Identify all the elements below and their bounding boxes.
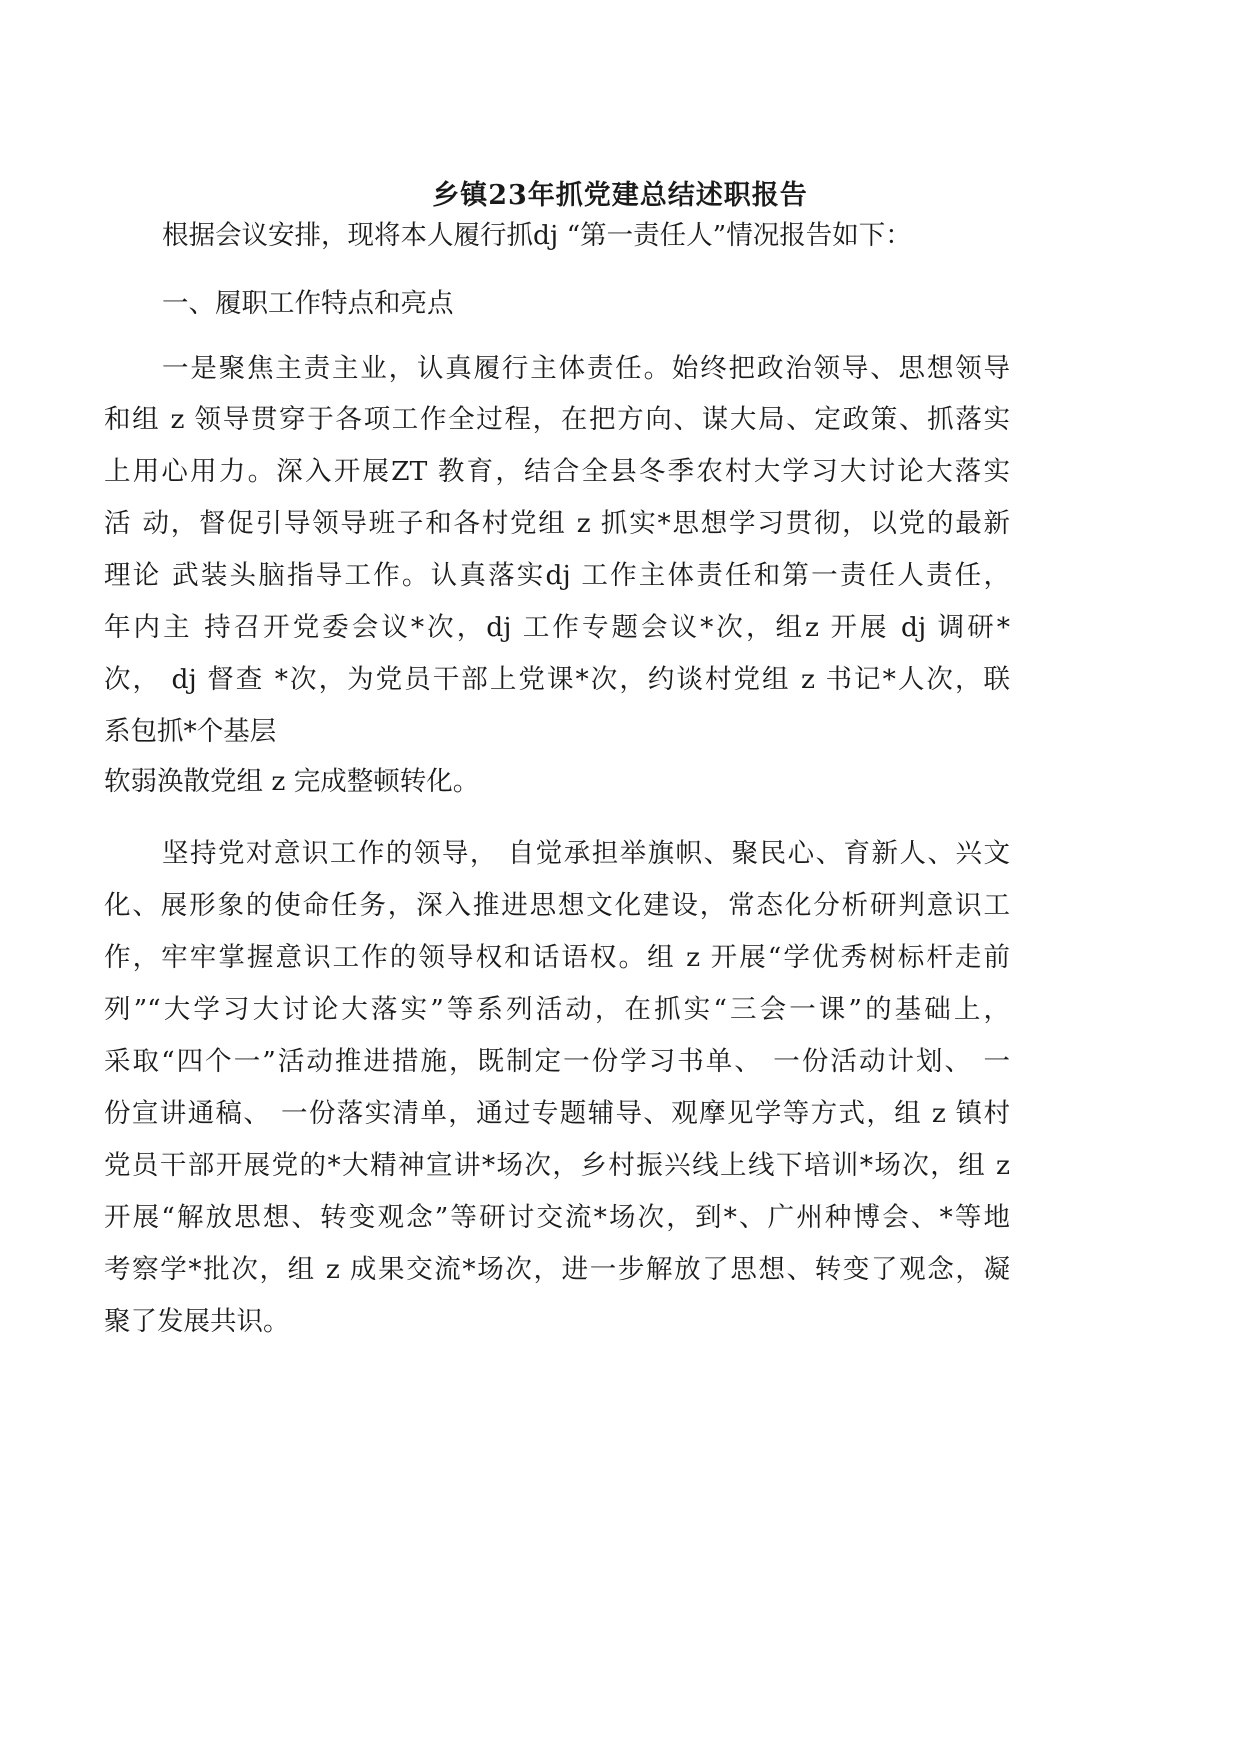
paragraph2-line: 份宣讲通稿、 一份落实清单，通过专题辅导、观摩见学等方式，组 z 镇村 <box>104 1098 1010 1129</box>
paragraph2-line: 采取“四个一”活动推进措施，既制定一份学习书单、 一份活动计划、 一 <box>104 1046 1010 1077</box>
paragraph1-line: 理论 武装头脑指导工作。认真落实dj 工作主体责任和第一责任人责任， <box>104 560 1010 591</box>
paragraph2-line: 聚了发展共识。 <box>104 1306 290 1337</box>
paragraph1-line: 年内主 持召开党委会议*次，dj 工作专题会议*次，组z 开展 dj 调研* <box>104 612 1010 643</box>
paragraph1-line: 和组 z 领导贯穿于各项工作全过程，在把方向、谋大局、定政策、抓落实 <box>104 404 1010 435</box>
paragraph1-line: 系包抓*个基层 <box>104 716 277 747</box>
section-heading: 一、履职工作特点和亮点 <box>162 288 454 319</box>
paragraph1-line: 一是聚焦主责主业，认真履行主体责任。始终把政治领导、思想领导 <box>162 353 1010 384</box>
paragraph2-line: 作，牢牢掌握意识工作的领导权和话语权。组 z 开展“学优秀树标杆走前 <box>104 942 1010 973</box>
paragraph1-line: 上用心用力。深入开展ZT 教育，结合全县冬季农村大学习大讨论大落实 <box>104 456 1010 487</box>
paragraph1-line: 软弱涣散党组 z 完成整顿转化。 <box>104 766 480 797</box>
paragraph1-line: 活 动，督促引导领导班子和各村党组 z 抓实*思想学习贯彻，以党的最新 <box>104 508 1010 539</box>
paragraph2-line: 坚持党对意识工作的领导， 自觉承担举旗帜、聚民心、育新人、兴文 <box>162 838 1010 869</box>
paragraph2-line: 考察学*批次，组 z 成果交流*场次，进一步解放了思想、转变了观念，凝 <box>104 1254 1010 1285</box>
paragraph2-line: 列”“大学习大讨论大落实”等系列活动，在抓实“三会一课”的基础上， <box>104 994 1010 1025</box>
paragraph1-line: 次， dj 督查 *次，为党员干部上党课*次，约谈村党组 z 书记*人次，联 <box>104 664 1010 695</box>
document-title: 乡镇23年抓党建总结述职报告 <box>432 180 808 211</box>
paragraph2-line: 党员干部开展党的*大精神宣讲*场次，乡村振兴线上线下培训*场次，组 z <box>104 1150 1010 1181</box>
paragraph2-line: 化、展形象的使命任务，深入推进思想文化建设，常态化分析研判意识工 <box>104 890 1010 921</box>
paragraph2-line: 开展“解放思想、转变观念”等研讨交流*场次，到*、广州种博会、*等地 <box>104 1202 1010 1233</box>
intro-text: 根据会议安排，现将本人履行抓dj “第一责任人”情况报告如下： <box>162 220 912 251</box>
